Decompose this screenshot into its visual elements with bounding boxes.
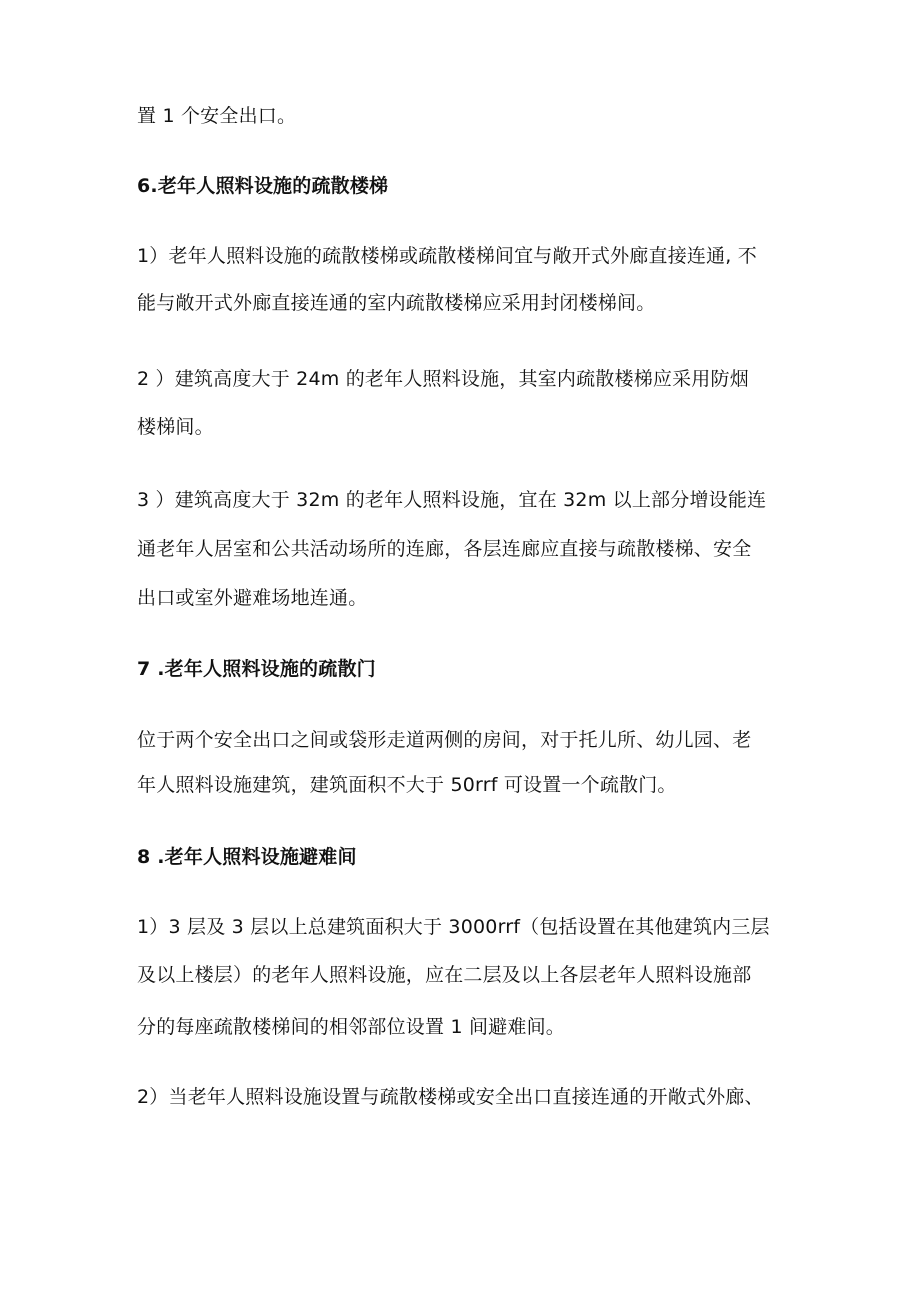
- text-line: 通老年人居室和公共活动场所的连廊，各层连廊应直接与疏散楼梯、安全: [137, 538, 752, 560]
- text-line: 置 1 个安全出口。: [137, 105, 297, 127]
- text-line: 年人照料设施建筑，建筑面积不大于 50rrf 可设置一个疏散门。: [137, 774, 677, 796]
- section-heading-6: 6.老年人照料设施的疏散楼梯: [137, 175, 389, 197]
- text-line: 及以上楼层）的老年人照料设施，应在二层及以上各层老年人照料设施部: [137, 964, 752, 986]
- text-line: 能与敞开式外廊直接连通的室内疏散楼梯应采用封闭楼梯间。: [137, 292, 656, 314]
- text-line: 1）老年人照料设施的疏散楼梯或疏散楼梯间宜与敞开式外廊直接连通, 不: [137, 245, 757, 267]
- text-line: 楼梯间。: [137, 416, 214, 438]
- text-line: 2 ）建筑高度大于 24m 的老年人照料设施，其室内疏散楼梯应采用防烟: [137, 368, 749, 390]
- text-line: 3 ）建筑高度大于 32m 的老年人照料设施，宜在 32m 以上部分增设能连: [137, 489, 767, 511]
- text-line: 出口或室外避难场地连通。: [137, 587, 368, 609]
- text-line: 分的每座疏散楼梯间的相邻部位设置 1 间避难间。: [137, 1016, 565, 1038]
- text-line: 1）3 层及 3 层以上总建筑面积大于 3000rrf（包括设置在其他建筑内三层: [137, 916, 770, 938]
- section-heading-7: 7 .老年人照料设施的疏散门: [137, 658, 376, 680]
- text-line: 2）当老年人照料设施设置与疏散楼梯或安全出口直接连通的开敞式外廊、: [137, 1086, 764, 1108]
- section-heading-8: 8 .老年人照料设施避难间: [137, 846, 357, 868]
- text-line: 位于两个安全出口之间或袋形走道两侧的房间，对于托儿所、幼儿园、老: [137, 729, 752, 751]
